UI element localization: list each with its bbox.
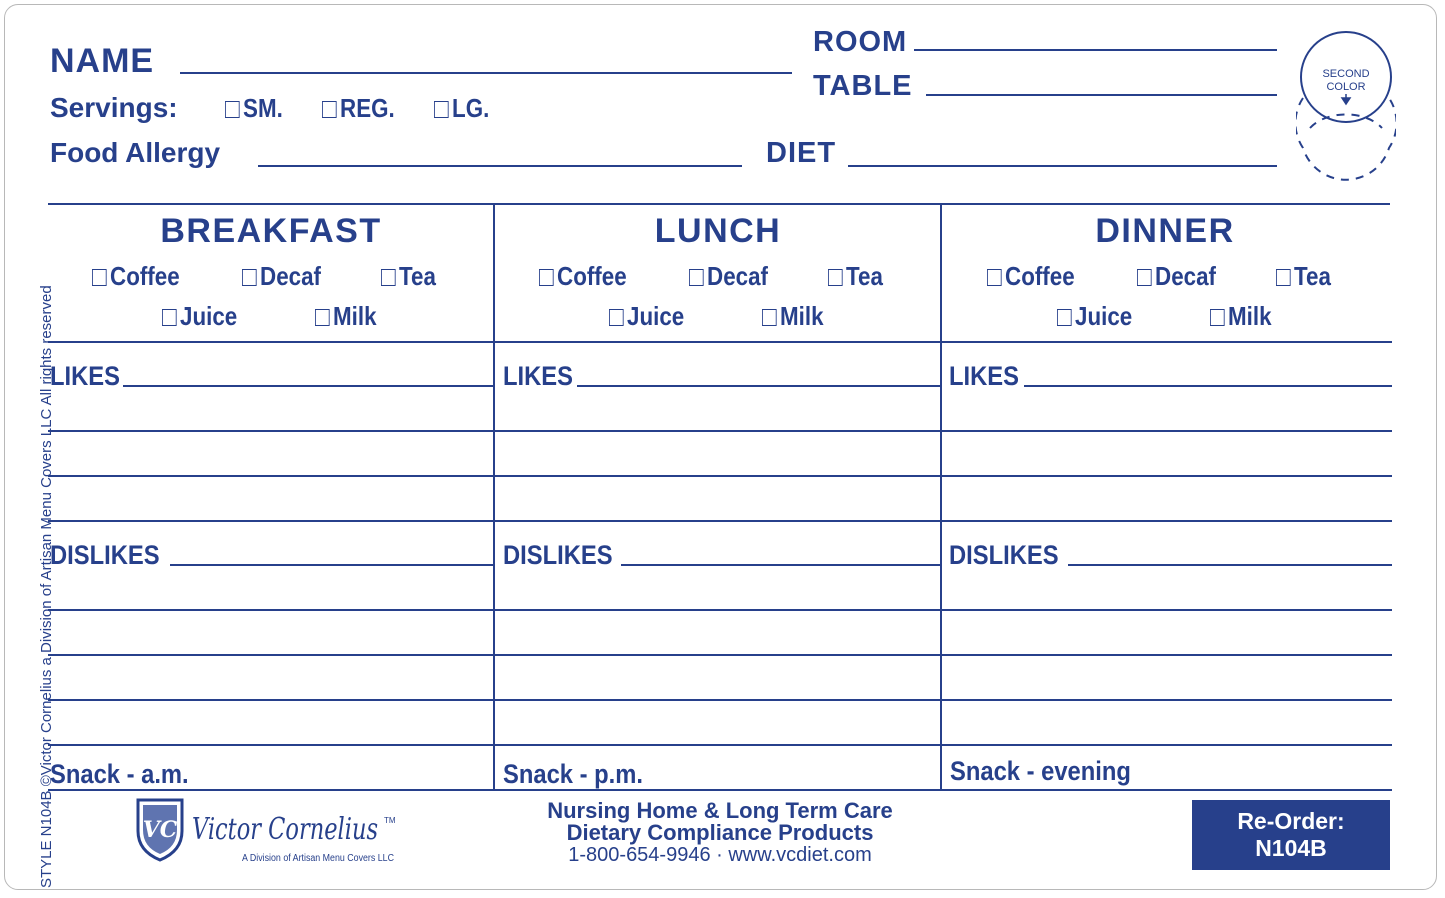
breakfast-option-tea[interactable]: Tea [381, 261, 436, 292]
table-label: TABLE [813, 70, 913, 102]
breakfast-likes-label: LIKES [50, 361, 120, 391]
diet-label: DIET [766, 137, 837, 169]
grid-divider-1 [493, 204, 495, 790]
meal-title-breakfast: BREAKFAST [160, 212, 382, 250]
checkbox[interactable] [1057, 309, 1072, 326]
reorder-code: N104B [1255, 835, 1327, 861]
checkbox[interactable] [1137, 269, 1152, 286]
lunch-likes-field[interactable] [577, 385, 940, 387]
dinner-option-juice[interactable]: Juice [1057, 301, 1132, 332]
breakfast-option-coffee[interactable]: Coffee [92, 261, 180, 292]
name-field[interactable] [180, 72, 792, 74]
breakfast-option-milk[interactable]: Milk [315, 301, 377, 332]
copyright-sidebar: STYLE N104B ©Victor Cornelius a Division of Artisan Menu Covers LLC All rights reserved [38, 285, 55, 888]
dinner-option-decaf[interactable]: Decaf [1137, 261, 1216, 292]
servings-option-lg[interactable]: LG. [434, 93, 489, 124]
table-field[interactable] [926, 94, 1277, 96]
dinner-option-coffee[interactable]: Coffee [987, 261, 1075, 292]
dashed-circle-icon [1296, 98, 1396, 180]
grid-bottom-rule [48, 789, 1392, 791]
grid-row-rule [48, 430, 1392, 432]
breakfast-snack-label: Snack - a.m. [50, 759, 189, 789]
dinner-likes-label: LIKES [949, 361, 1019, 391]
checkbox[interactable] [92, 269, 107, 286]
second-color-indicator [1296, 28, 1396, 188]
checkbox[interactable] [987, 269, 1002, 286]
servings-label: Servings: [50, 92, 178, 123]
checkbox[interactable] [689, 269, 704, 286]
second-color-text-1: SECOND [1322, 68, 1370, 80]
lunch-dislikes-field[interactable] [621, 564, 940, 566]
footer-line-1: Nursing Home & Long Term Care [547, 798, 893, 823]
grid-row-rule [48, 609, 1392, 611]
checkbox[interactable] [434, 101, 449, 118]
checkbox[interactable] [762, 309, 777, 326]
grid-row-rule [48, 699, 1392, 701]
lunch-snack-label: Snack - p.m. [503, 759, 643, 789]
room-field[interactable] [914, 49, 1277, 51]
grid-top-rule [48, 203, 1390, 205]
lunch-dislikes-label: DISLIKES [503, 540, 613, 570]
second-color-text-2: COLOR [1326, 81, 1366, 93]
dinner-snack-label: Snack - evening [950, 756, 1131, 786]
room-label: ROOM [813, 26, 908, 58]
grid-row-rule [48, 520, 1392, 522]
food-allergy-field[interactable] [258, 165, 742, 167]
checkbox[interactable] [162, 309, 177, 326]
breakfast-likes-field[interactable] [123, 385, 493, 387]
dinner-dislikes-label: DISLIKES [949, 540, 1059, 570]
division-text: A Division of Artisan Menu Covers LLC [242, 853, 394, 864]
food-allergy-label: Food Allergy [50, 137, 221, 168]
name-label: NAME [50, 42, 155, 80]
checkbox[interactable] [1276, 269, 1291, 286]
reorder-label: Re-Order: [1237, 808, 1345, 834]
checkbox[interactable] [609, 309, 624, 326]
lunch-option-tea[interactable]: Tea [828, 261, 883, 292]
breakfast-dislikes-field[interactable] [170, 564, 493, 566]
dinner-likes-field[interactable] [1024, 385, 1392, 387]
grid-row-rule [48, 341, 1392, 343]
meal-title-dinner: DINNER [1095, 212, 1235, 250]
checkbox[interactable] [381, 269, 396, 286]
checkbox[interactable] [322, 101, 337, 118]
checkbox[interactable] [828, 269, 843, 286]
reorder-box [1192, 800, 1390, 870]
grid-row-rule [48, 654, 1392, 656]
lunch-option-decaf[interactable]: Decaf [689, 261, 768, 292]
servings-option-sm[interactable]: SM. [225, 93, 283, 124]
breakfast-dislikes-label: DISLIKES [50, 540, 160, 570]
arrow-down-icon [1342, 94, 1350, 104]
meal-title-lunch: LUNCH [654, 212, 782, 250]
footer-contact: 1-800-654-9946 · www.vcdiet.com [568, 844, 872, 866]
checkbox[interactable] [225, 101, 240, 118]
breakfast-option-decaf[interactable]: Decaf [242, 261, 321, 292]
dinner-option-milk[interactable]: Milk [1210, 301, 1272, 332]
victor-cornelius-logo [136, 797, 398, 865]
grid-row-rule [48, 744, 1392, 746]
signature: Victor Cornelius [192, 812, 378, 847]
breakfast-option-juice[interactable]: Juice [162, 301, 237, 332]
checkbox[interactable] [539, 269, 554, 286]
lunch-likes-label: LIKES [503, 361, 573, 391]
checkbox[interactable] [242, 269, 257, 286]
checkbox[interactable] [315, 309, 330, 326]
trademark: TM [384, 816, 396, 825]
servings-option-reg[interactable]: REG. [322, 93, 395, 124]
grid-row-rule [48, 475, 1392, 477]
checkbox[interactable] [1210, 309, 1225, 326]
footer-line-2: Dietary Compliance Products [566, 820, 874, 845]
grid-divider-2 [940, 204, 942, 790]
lunch-option-coffee[interactable]: Coffee [539, 261, 627, 292]
dinner-option-tea[interactable]: Tea [1276, 261, 1331, 292]
monogram: VC [142, 817, 178, 843]
lunch-option-milk[interactable]: Milk [762, 301, 824, 332]
diet-field[interactable] [848, 165, 1277, 167]
lunch-option-juice[interactable]: Juice [609, 301, 684, 332]
dinner-dislikes-field[interactable] [1068, 564, 1392, 566]
